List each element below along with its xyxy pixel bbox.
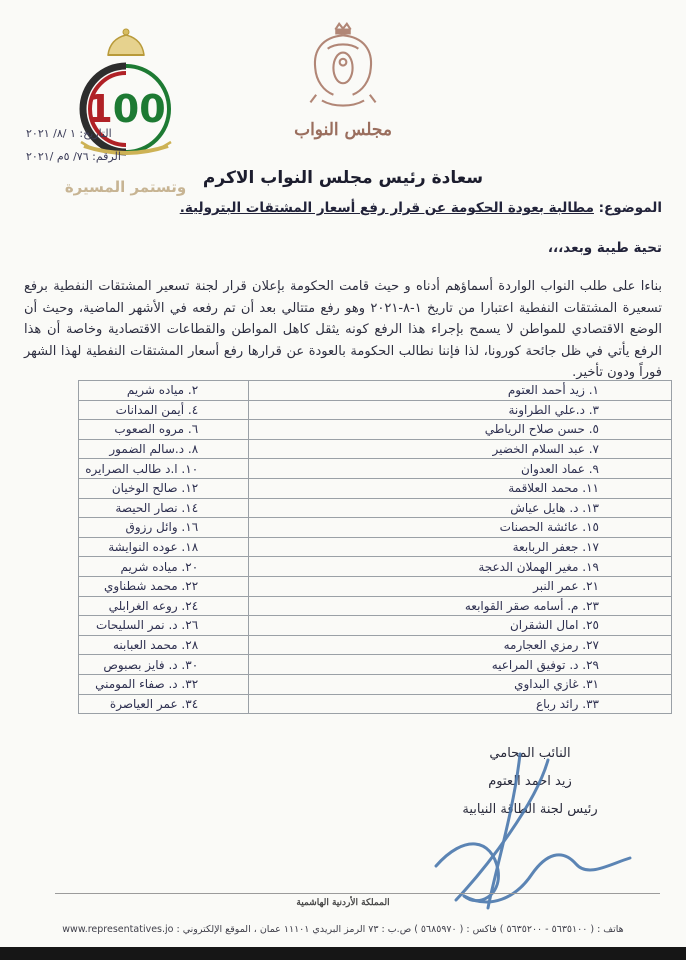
table-row: [79, 557, 672, 577]
table-row: [79, 616, 672, 636]
table-row: [79, 459, 672, 479]
signatory-name-odd: ٢٥. امال الشقران: [249, 616, 672, 636]
signatory-name-even: ٢٤. روعه الغرابلي: [79, 596, 249, 616]
table-row: [79, 439, 672, 459]
signatory-name-even: ٦. مروه الصعوب: [79, 420, 249, 440]
crest-caption-calligraphy: مجلس النواب: [294, 120, 392, 140]
table-row: [79, 420, 672, 440]
signatory-name-even: ٤. أيمن المدانات: [79, 400, 249, 420]
signatory-name-even: ٣٤. عمر العياصرة: [79, 694, 249, 714]
signatory-name-odd: ٣. د.علي الطراونة: [249, 400, 672, 420]
signatory-name-even: ١٨. عوده النوايشة: [79, 537, 249, 557]
table-row: [79, 478, 672, 498]
reference-block: [26, 122, 226, 168]
table-row: [79, 694, 672, 714]
subject-line: [24, 200, 662, 216]
table-row: [79, 596, 672, 616]
date-line: [26, 122, 226, 145]
table-row: [79, 498, 672, 518]
signatory-name-even: ٢٦. د. نمر السليحات: [79, 616, 249, 636]
greeting-line: تحية طيبة وبعد،،،: [547, 240, 662, 256]
date-label: التاريخ:: [79, 127, 112, 140]
table-row: [79, 655, 672, 675]
signatory-name-odd: ٧. عبد السلام الخضير: [249, 439, 672, 459]
ref-value: ٧٦/ ٥م /٢٠٢١: [26, 150, 89, 163]
signatory-name-odd: ٣١. غازي البداوي: [249, 674, 672, 694]
recipient-title: سعادة رئيس مجلس النواب الاكرم: [202, 168, 484, 188]
date-value: ١ /٨/ ٢٠٢١: [26, 127, 76, 140]
signatory-name-even: ١٦. وائل رزوق: [79, 518, 249, 538]
signatory-name-even: ٢. مياده شريم: [79, 381, 249, 401]
signatories-table: [78, 380, 672, 714]
table-row: [79, 537, 672, 557]
signatory-name-odd: ٢٣. م. أسامه صقر القوابعه: [249, 596, 672, 616]
table-row: [79, 674, 672, 694]
signatory-name-even: ٣٢. د. صفاء المومني: [79, 674, 249, 694]
signatory-name-odd: ١. زيد أحمد العتوم: [249, 381, 672, 401]
signatory-name-odd: ١٩. مغير الهملان الدعجة: [249, 557, 672, 577]
subject-text: مطالبة بعودة الحكومة عن قرار رفع أسعار المشتقات البترولية.: [179, 200, 594, 216]
subject-label: الموضوع:: [598, 200, 662, 216]
signatory-name: زيد احمد العتوم: [488, 774, 572, 789]
signatory-committee: رئيس لجنة الطاقة النيابية: [462, 802, 598, 817]
centennial-slogan: وتستمر المسيرة: [64, 178, 187, 196]
signatory-name-odd: ٥. حسن صلاح الرياطي: [249, 420, 672, 440]
footer-contact-line: هاتف : ( ٥٦٣٥١٠٠ - ٥٦٣٥٢٠٠ ) فاكس : ( ٥٦٨٥٩٧٠ ) ص.ب : ٧٣ الرمز البريدي ١١١٠١ عمان ، الموقع الإلكتروني : www.representatives.jo: [62, 924, 624, 935]
table-row: [79, 635, 672, 655]
kingdom-calligraphy: المملكة الأردنية الهاشمية: [296, 898, 390, 908]
signatory-name-odd: ١٣. د. هايل عياش: [249, 498, 672, 518]
signatory-name-odd: ٣٣. رائد رباع: [249, 694, 672, 714]
svg-text:100: 100: [85, 87, 166, 131]
signatory-name-even: ١٤. نصار الحيصة: [79, 498, 249, 518]
footer-divider: [55, 893, 660, 894]
signatory-name-odd: ٢٧. رمزي العجارمه: [249, 635, 672, 655]
signatory-name-even: ١٢. صالح الوخيان: [79, 478, 249, 498]
scan-bottom-bar: [0, 947, 686, 960]
signatory-name-even: ٢٨. محمد العبابنه: [79, 635, 249, 655]
table-row: [79, 400, 672, 420]
table-row: [79, 576, 672, 596]
ref-number-line: [26, 145, 226, 168]
signatory-name-odd: ٩. عماد العدوان: [249, 459, 672, 479]
signatory-name-odd: ١١. محمد العلاقمة: [249, 478, 672, 498]
signatory-name-even: ٣٠. د. فايز بصبوص: [79, 655, 249, 675]
table-row: [79, 381, 672, 401]
signatory-name-even: ٢٢. محمد شطناوي: [79, 576, 249, 596]
table-row: [79, 518, 672, 538]
signatory-name-even: ١٠. ا.د طالب الصرايره: [79, 459, 249, 479]
signatory-name-odd: ١٥. عائشة الحصنات: [249, 518, 672, 538]
signatory-name-odd: ٢١. عمر النبر: [249, 576, 672, 596]
signatory-name-odd: ٢٩. د. توفيق المراعيه: [249, 655, 672, 675]
royal-crest-icon: [295, 20, 391, 112]
signatory-role: النائب المحامي: [489, 746, 571, 761]
signatory-name-odd: ١٧. جعفر الربابعة: [249, 537, 672, 557]
ref-label: الرقم:: [92, 150, 121, 163]
signatory-name-even: ٢٠. مياده شريم: [79, 557, 249, 577]
signatory-name-even: ٨. د.سالم الضمور: [79, 439, 249, 459]
body-paragraph: بناءا على طلب النواب الواردة أسماؤهم أدناه و حيث قامت الحكومة بإعلان قرار لجنة تسعير المشتقات النفطية برفع تسعيرة المشتقات النفطية اعتبارا من تاريخ ١-٨-٢٠٢١ وهو رفع متتالي بعد أن تم رفعه في الأشهر الماضية، وحيث أن الوضع الاقتصادي للمواطن لا يسمح بإجراء هذا الرفع كونه يثقل كاهل المواطن والقطاعات الاقتصادية وخاصة أن هذا الرفع يأتي في ظل جائحة كورونا، لذا فإننا نطالب الحكومة بالعودة عن قرارها رفع أسعار المشتقات النفطية لهذا الشهر فوراً ودون تأخير.: [24, 279, 662, 380]
